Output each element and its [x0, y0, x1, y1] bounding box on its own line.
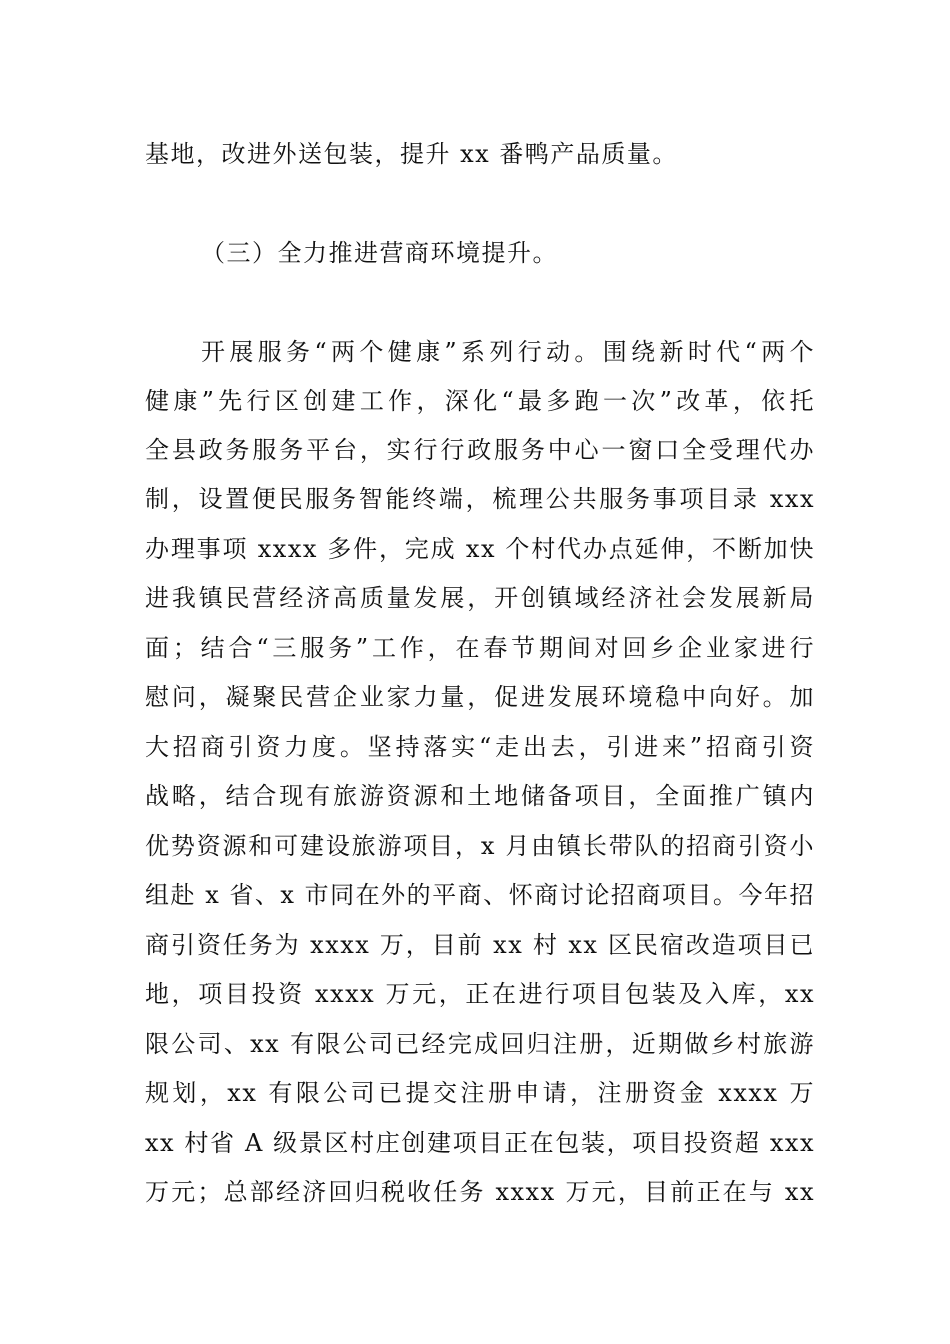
paragraph-line: 慰问，凝聚民营企业家力量，促进发展环境稳中向好。加 [145, 683, 815, 711]
paragraph-line: 制，设置便民服务智能终端，梳理公共服务事项目录 xxx [145, 485, 815, 513]
paragraph-line: 健康”先行区创建工作，深化“最多跑一次”改革，依托 [145, 387, 815, 415]
paragraph-line: 开展服务“两个健康”系列行动。围绕新时代“两个 [201, 338, 815, 366]
paragraph-line: 优势资源和可建设旅游项目，x 月由镇长带队的招商引资小 [145, 832, 815, 860]
paragraph-line: 进我镇民营经济高质量发展，开创镇域经济社会发展新局 [145, 584, 815, 612]
paragraph-line: 商引资任务为 xxxx 万，目前 xx 村 xx 区民宿改造项目已 [145, 931, 815, 959]
paragraph-line: xx 村省 A 级景区村庄创建项目正在包装，项目投资超 xxx [145, 1129, 815, 1157]
paragraph-line: 战略，结合现有旅游资源和土地储备项目，全面推广镇内 [145, 782, 815, 810]
paragraph-line: 大招商引资力度。坚持落实“走出去，引进来”招商引资 [145, 733, 815, 761]
paragraph-line: 办理事项 xxxx 多件，完成 xx 个村代办点延伸，不断加快 [145, 535, 815, 563]
section-heading: （三）全力推进营商环境提升。 [201, 239, 558, 267]
paragraph-line: 组赴 x 省、x 市同在外的平商、怀商讨论招商项目。今年招 [145, 881, 815, 909]
paragraph-line: 地，项目投资 xxxx 万元，正在进行项目包装及入库，xx [145, 980, 815, 1008]
continuation-line: 基地，改进外送包装，提升 xx 番鸭产品质量。 [145, 140, 678, 168]
paragraph-line: 规划，xx 有限公司已提交注册申请，注册资金 xxxx 万 [145, 1079, 815, 1107]
paragraph-line: 全县政务服务平台，实行行政服务中心一窗口全受理代办 [145, 436, 815, 464]
paragraph-line: 限公司、xx 有限公司已经完成回归注册，近期做乡村旅游 [145, 1030, 815, 1058]
paragraph-line: 面；结合“三服务”工作，在春节期间对回乡企业家进行 [145, 634, 815, 662]
paragraph-line: 万元；总部经济回归税收任务 xxxx 万元，目前正在与 xx [145, 1178, 815, 1206]
